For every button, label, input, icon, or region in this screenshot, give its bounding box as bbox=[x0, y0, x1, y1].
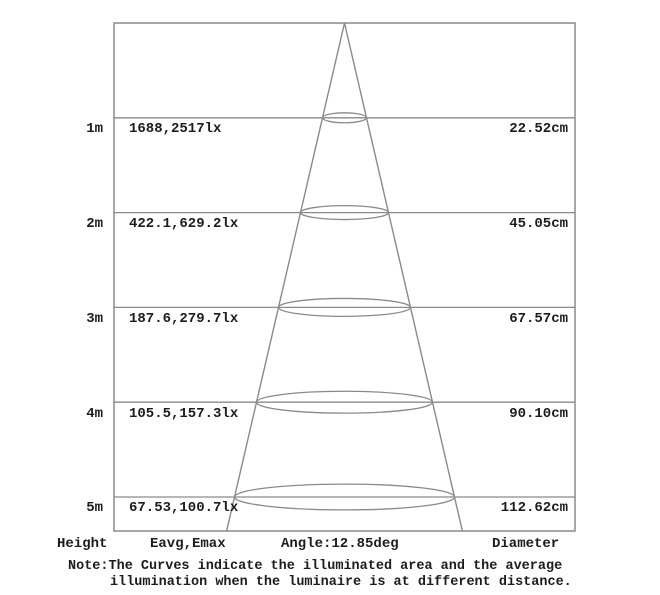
diagram-frame bbox=[114, 23, 575, 531]
beam-angle-label: Angle:12.85deg bbox=[281, 536, 399, 552]
height-column-label: Height bbox=[57, 536, 108, 552]
illuminance-value-2m: 422.1,629.2lx bbox=[129, 216, 239, 232]
diameter-value-1m: 22.52cm bbox=[509, 121, 568, 137]
height-label-1m: 1m bbox=[86, 121, 103, 137]
height-label-4m: 4m bbox=[86, 406, 103, 422]
diameter-column-label: Diameter bbox=[492, 536, 560, 552]
note-line-2: illumination when the luminaire is at different distance. bbox=[110, 575, 572, 590]
eavg-emax-column-label: Eavg,Emax bbox=[150, 536, 226, 552]
diameter-value-2m: 45.05cm bbox=[509, 216, 568, 232]
diameter-value-5m: 112.62cm bbox=[500, 500, 568, 516]
diameter-value-4m: 90.10cm bbox=[509, 406, 568, 422]
illuminance-value-3m: 187.6,279.7lx bbox=[129, 311, 239, 327]
illuminance-value-5m: 67.53,100.7lx bbox=[129, 500, 239, 516]
beam-edge-left bbox=[227, 23, 345, 531]
illuminance-value-1m: 1688,2517lx bbox=[129, 121, 222, 137]
beam-edge-right bbox=[345, 23, 463, 531]
height-label-2m: 2m bbox=[86, 216, 103, 232]
height-label-3m: 3m bbox=[86, 311, 103, 327]
diameter-value-3m: 67.57cm bbox=[509, 311, 568, 327]
illuminance-value-4m: 105.5,157.3lx bbox=[129, 406, 239, 422]
note-line-1: Note:The Curves indicate the illuminated area and the average bbox=[68, 559, 563, 574]
height-label-5m: 5m bbox=[86, 500, 103, 516]
